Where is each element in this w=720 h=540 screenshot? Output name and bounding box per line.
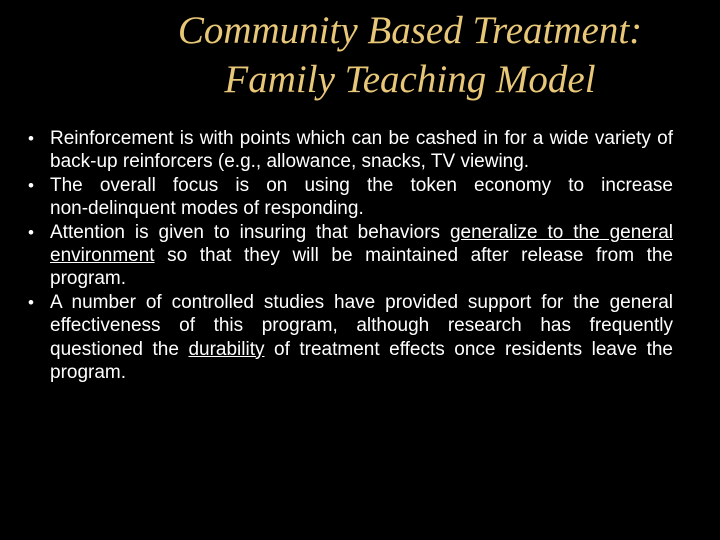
bullet-text-post: of treatment effects once residents leave the program. <box>50 338 673 384</box>
bullet-text-pre: A number of controlled studies have provided support for the general effectiveness of this program, although research has frequently questioned the <box>50 291 673 360</box>
bullet-icon: • <box>28 129 34 148</box>
slide-title <box>110 6 710 104</box>
bullet-item-generalization <box>28 221 673 291</box>
bullet-text: The overall focus is on using the token economy to increase non‑delinquent modes of responding. <box>50 174 673 220</box>
bullet-text: Reinforcement is with points which can be cashed in for a wide variety of back‑up reinforcers (e.g., allowance, snacks, TV viewing. <box>50 128 673 173</box>
bullet-item-controlled-studies <box>28 291 673 385</box>
bullet-text-underlined: generalize to the general environment <box>50 221 673 267</box>
bullet-item-reinforcement <box>28 127 673 174</box>
bullet-item-token-economy <box>28 174 673 221</box>
bullet-text-underlined: durability <box>188 338 265 360</box>
bullet-text-pre: Attention is given to insuring that behaviors <box>50 221 450 243</box>
title-line-1: Community Based Treatment: <box>177 9 643 52</box>
bullet-text-post: so that they will be maintained after release from the program. <box>50 245 673 290</box>
bullet-icon: • <box>28 175 34 195</box>
bullet-list <box>28 127 673 384</box>
bullet-icon: • <box>28 222 34 242</box>
bullet-icon: • <box>28 292 34 312</box>
title-line-2: Family Teaching Model <box>224 58 596 101</box>
